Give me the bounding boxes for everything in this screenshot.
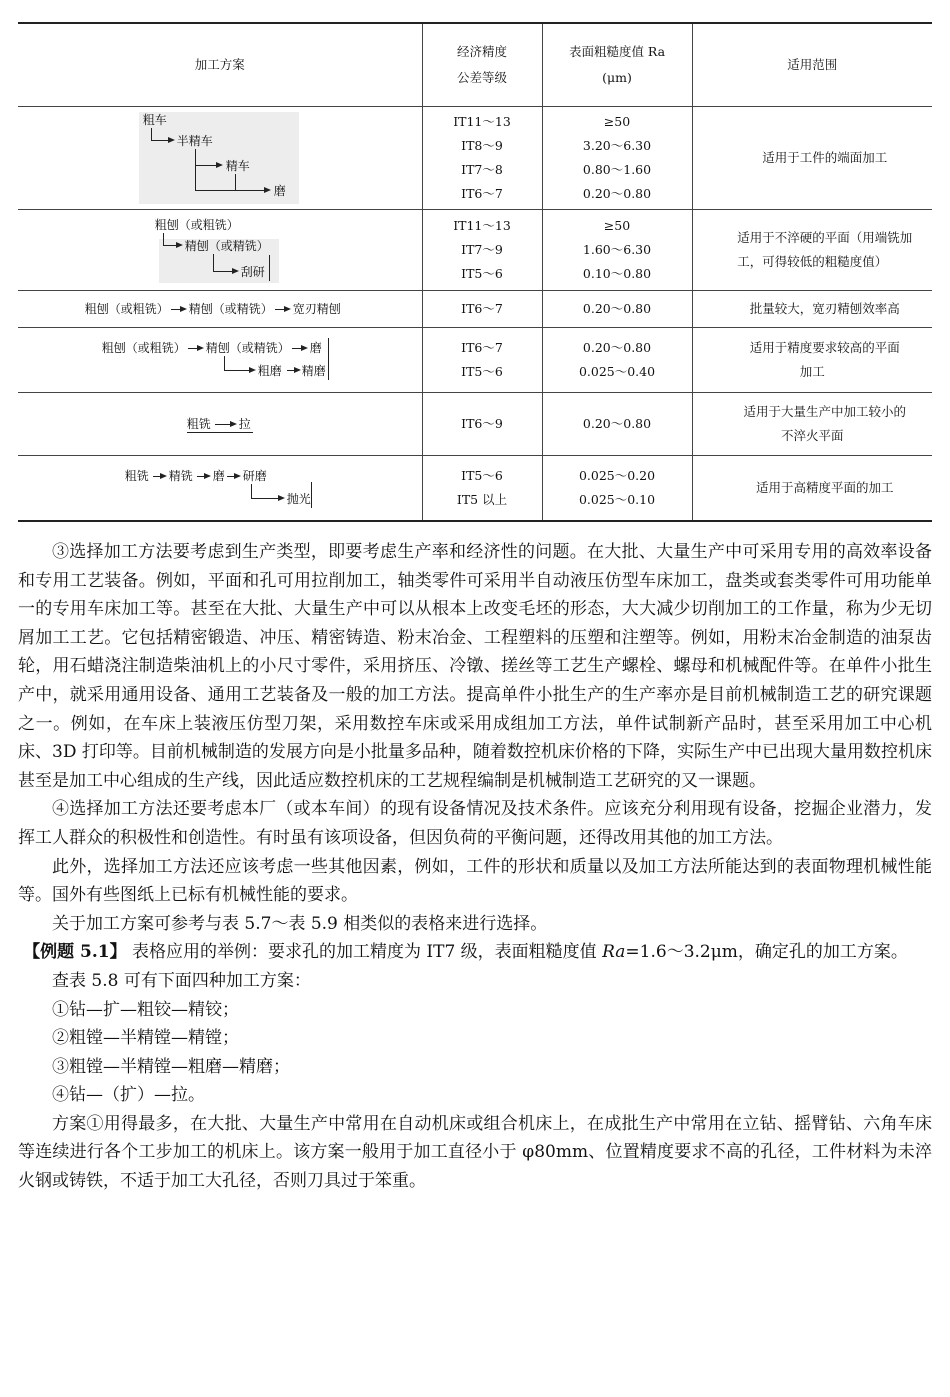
ra-cell [542,393,692,456]
ra-value: 0.20～0.80 [582,340,652,355]
arrow-icon [216,162,223,168]
process-flow-diagram [102,338,338,382]
range-line: 加工 [799,364,825,379]
flow-line [195,190,265,191]
flow-line [195,165,217,166]
table-row [18,291,932,328]
ra-value: 0.025～0.40 [578,364,656,379]
arrow-icon [284,306,291,312]
arrow-icon [230,421,237,427]
process-flow-diagram [187,415,253,433]
example-text: 表格应用的举例：要求孔的加工精度为 IT7 级，表面粗糙度值 [132,942,603,963]
ra-value: 0.025～0.10 [578,492,656,507]
ra-value: 0.20～0.80 [582,301,652,316]
ra-cell [542,456,692,522]
ra-value: ≥50 [603,218,631,233]
arrow-icon [232,268,239,274]
flow-line [251,484,252,498]
method-cell [18,328,422,393]
flow-step: 粗铣 [124,469,149,483]
method-cell [18,210,422,291]
header-grade-line2: 公差等级 [456,70,507,85]
flow-step: 粗刨（或粗铣） [154,218,239,232]
grade-value: IT5～6 [461,364,503,379]
page [18,22,932,522]
arrow-icon [278,495,285,501]
header-grade-line1: 经济精度 [456,44,507,59]
ra-value: 0.10～0.80 [582,266,652,281]
arrow-icon [294,367,301,373]
flow-step: 抛光 [286,492,311,506]
flow-line [224,356,225,370]
grade-cell [422,456,542,522]
flow-step: 粗车 [142,113,167,127]
table-row [18,456,932,522]
ra-cell [542,210,692,291]
example-paragraph [18,938,932,967]
flow-line [215,424,231,425]
paragraph: 此外，选择加工方法还应该考虑一些其他因素，例如，工件的形状和质量以及加工方法所能达到的表面物理机械性能等。国外有些图纸上已标有机械性能的要求。 [18,856,932,906]
method-cell [18,456,422,522]
arrow-icon [180,306,187,312]
grade-value: IT7～8 [461,162,503,177]
flow-step: 刮研 [240,265,265,279]
range-line: 适用于高精度平面的加工 [755,480,894,495]
table-row [18,393,932,456]
flow-line [151,128,152,140]
grade-value: IT6～7 [461,301,503,316]
process-flow-diagram [135,110,305,206]
paragraph: 关于加工方案可参考与表 5.7～表 5.9 相类似的表格来进行选择。 [52,913,548,934]
list-item: ②粗镗—半精镗—精镗； [52,1028,239,1049]
paragraph: ④选择加工方法还要考虑本厂（或本车间）的现有设备情况及技术条件。应该充分利用现有设备，挖掘企业潜力，发挥工人群众的积极性和创造性。有时虽有该项设备，但因负荷的平衡问题，还得改用其他的加工方法。 [18,799,932,848]
grade-value: IT6～9 [461,416,503,431]
header-ra-line2: (μm) [602,70,632,85]
arrow-icon [168,137,175,143]
arrow-icon [301,345,308,351]
paragraph: 方案①用得最多，在大批、大量生产中常用在自动机床或组合机床上，在成批生产中常用在立钻、摇臂钻、六角车床等连续进行各个工步加工的机床上。该方案一般用于加工直径小于 φ80mm、位置精度要求不高的孔径，工件材料为未淬火钢或铸铁，不适于加工大孔径，否则刀具过于笨重。 [18,1113,932,1192]
ra-value: ≥50 [603,114,631,129]
arrow-icon [204,473,211,479]
flow-line [328,338,329,380]
arrow-icon [264,187,271,193]
range-line: 工，可得较低的粗糙度值） [737,254,888,269]
flow-line [269,255,270,281]
arrow-icon [176,242,183,248]
header-ra [542,23,692,107]
range-cell [692,456,932,522]
grade-value: IT5 以上 [456,492,508,507]
flow-step: 粗铣 [186,417,211,431]
grade-value: IT11～13 [453,218,511,233]
range-cell [692,328,932,393]
header-method: 加工方案 [18,23,422,107]
paragraph: 查表 5.8 可有下面四种加工方案： [52,970,311,991]
grade-value: IT5～6 [461,266,503,281]
flow-step: 精铣 [168,469,193,483]
flow-line [224,370,250,371]
ra-value: 0.20～0.80 [582,186,652,201]
flow-line [213,254,214,271]
range-line: 适用于大量生产中加工较小的 [743,404,906,419]
flow-step: 粗磨 [257,364,282,378]
range-cell [692,393,932,456]
arrow-icon [249,367,256,373]
grade-value: IT7～9 [461,242,503,257]
range-line: 适用于工件的端面加工 [762,150,888,165]
range-line: 批量较大，宽刃精刨效率高 [749,301,900,316]
flow-step: 精刨（或精铣） [184,239,269,253]
flow-line [251,498,279,499]
process-flow-diagram [85,300,355,318]
header-ra-line1: 表面粗糙度值 Ra [568,44,666,59]
flow-line [195,149,196,165]
grade-cell [422,328,542,393]
example-text: =1.6～3.2μm，确定孔的加工方案。 [625,942,908,963]
arrow-icon [234,473,241,479]
grade-value: IT6～7 [461,340,503,355]
flow-step: 精刨（或精铣） [205,341,290,355]
table-row [18,107,932,210]
arrow-icon [197,345,204,351]
process-flow-diagram [125,466,315,510]
range-cell [692,210,932,291]
ra-value: 0.025～0.20 [578,468,656,483]
flow-step: 拉 [238,417,251,431]
flow-step: 精车 [225,159,250,173]
header-range: 适用范围 [692,23,932,107]
flow-step: 研磨 [242,469,267,483]
table-row [18,210,932,291]
flow-line [213,271,233,272]
list-item: ③粗镗—半精镗—粗磨—精磨； [52,1056,290,1077]
flow-step: 粗刨（或粗铣） [84,302,169,316]
grade-value: IT6～7 [461,186,503,201]
range-line: 不淬火平面 [780,428,844,443]
flow-step: 宽刃精刨 [292,302,341,316]
list-item: ①钻—扩—粗铰—精铰； [52,999,239,1020]
ra-symbol: Ra [602,942,626,963]
flow-step: 精磨 [301,364,326,378]
range-cell [692,291,932,328]
body-text [18,538,932,1196]
example-label: 【例题 5.1】 [23,942,127,963]
flow-step: 半精车 [176,134,213,148]
grade-value: IT5～6 [461,468,503,483]
ra-value: 0.20～0.80 [582,416,652,431]
flow-step: 磨 [273,184,286,198]
machining-plan-table [18,22,932,522]
flow-line [235,174,236,190]
ra-cell [542,107,692,210]
grade-cell [422,107,542,210]
flow-line [163,233,164,245]
grade-cell [422,210,542,291]
flow-step: 精刨（或精铣） [188,302,273,316]
flow-step: 磨 [212,469,225,483]
arrow-icon [160,473,167,479]
method-cell [18,107,422,210]
ra-value: 0.80～1.60 [582,162,652,177]
table-row [18,328,932,393]
grade-value: IT11～13 [453,114,511,129]
range-line: 适用于精度要求较高的平面 [749,340,900,355]
list-item: ④钻—（扩）—拉。 [52,1085,205,1106]
flow-step: 粗刨（或粗铣） [101,341,186,355]
flow-line [311,482,312,508]
method-cell [18,393,422,456]
flow-underline [187,432,253,433]
flow-line [195,166,196,190]
range-cell [692,107,932,210]
table-header-row [18,23,932,107]
method-cell [18,291,422,328]
flow-line [163,245,177,246]
ra-value: 3.20～6.30 [582,138,652,153]
grade-cell [422,393,542,456]
ra-cell [542,328,692,393]
process-flow-diagram [155,215,285,285]
flow-step: 磨 [309,341,322,355]
grade-cell [422,291,542,328]
paragraph: ③选择加工方法要考虑到生产类型，即要考虑生产率和经济性的问题。在大批、大量生产中可采用专用的高效率设备和专用工艺装备。例如，平面和孔可用拉削加工，轴类零件可采用半自动液压仿型车床加工，盘类或套类零件可用功能单一的专用车床加工等。甚至在大批、大量生产中可以从根本上改变毛坯的形态，大大减少切削加工的工作量，称为少无切屑加工工艺。它包括精密锻造、冲压、精密铸造、粉末冶金、工程塑料的压塑和注塑等。例如，用粉末冶金制造的油泵齿轮，用石蜡浇注制造柴油机上的小尺寸零件，采用挤压、冷镦、搓丝等工艺生产螺栓、螺母和机械配件等。在单件小批生产中，就采用通用设备、通用工艺装备及一般的加工方法。提高单件小批生产的生产率亦是目前机械制造工艺的研究课题之一。例如，在车床上装液压仿型刀架，采用数控车床或采用成组加工方法，单件试制新产品时，甚至采用加工中心机床、3D 打印等。目前机械制造的发展方向是小批量多品种，随着数控机床价格的下降，实际生产中已出现大量用数控机床甚至是加工中心组成的生产线，因此适应数控机床的工艺规程编制是机械制造工艺研究的又一课题。 [18,542,932,791]
ra-cell [542,291,692,328]
range-line: 适用于不淬硬的平面（用端铣加 [737,230,913,245]
header-grade [422,23,542,107]
ra-value: 1.60～6.30 [582,242,652,257]
flow-line [151,140,169,141]
grade-value: IT8～9 [461,138,503,153]
